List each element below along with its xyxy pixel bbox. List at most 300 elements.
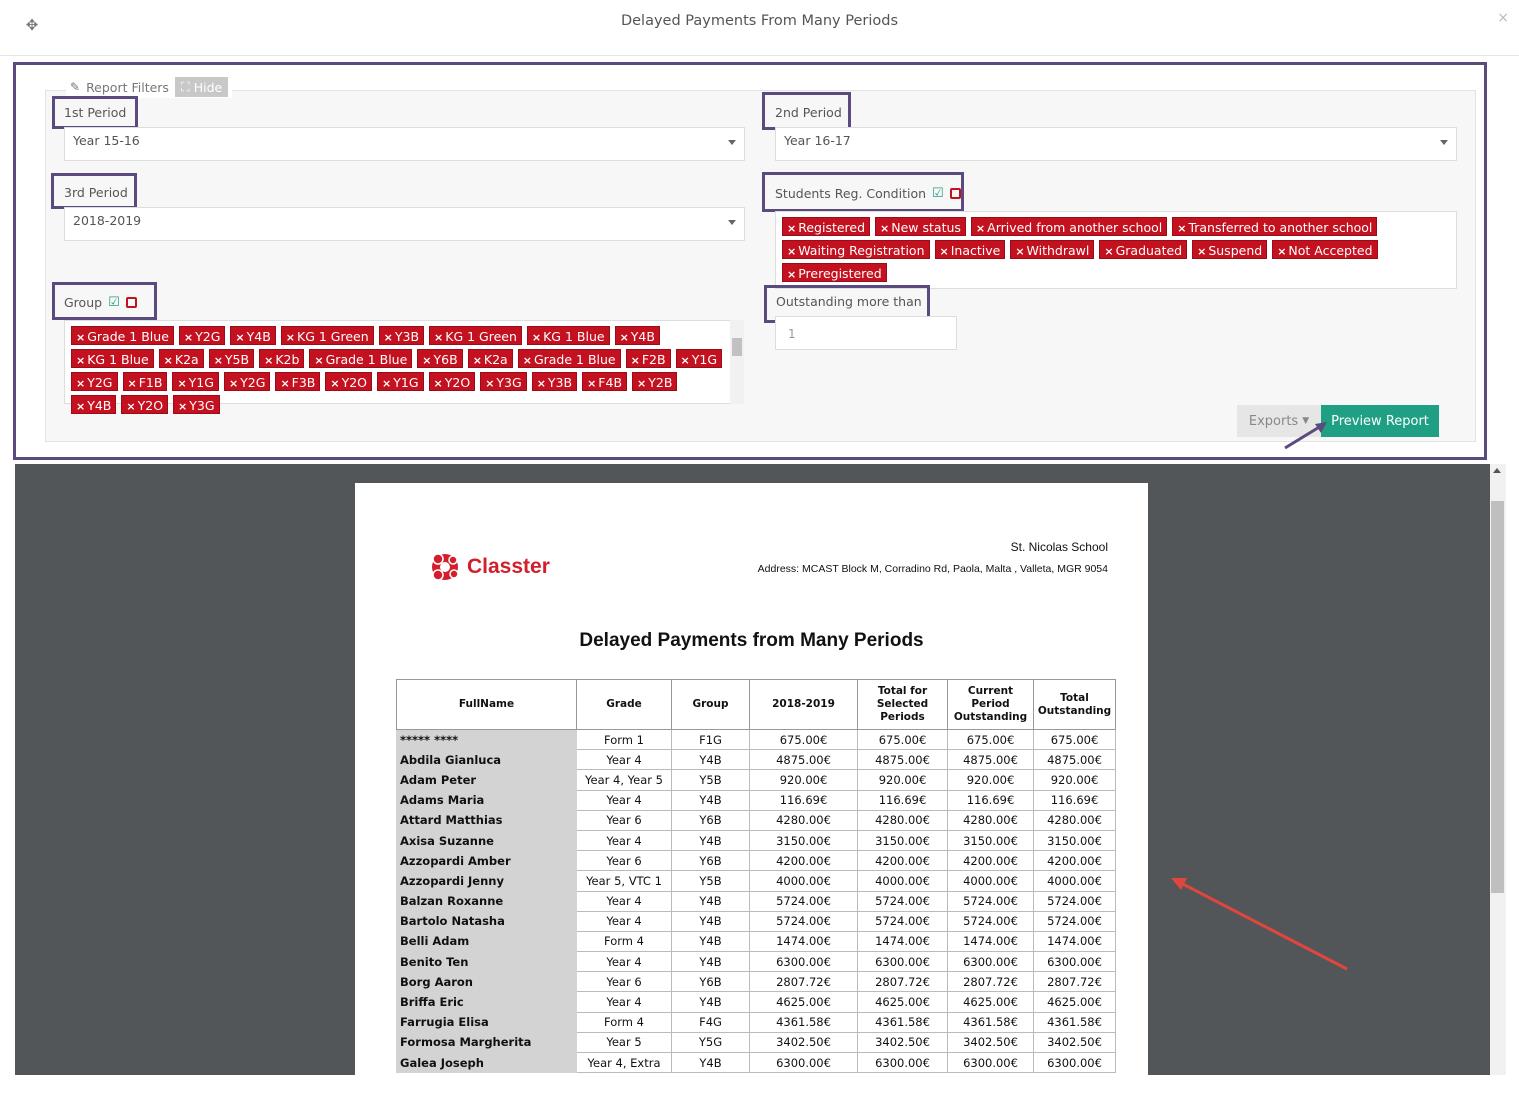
expand-icon: ⛶ [180, 79, 190, 94]
annotation-arrow-red-icon [1163, 872, 1353, 974]
table-cell: Year 4 [577, 750, 672, 770]
table-row [397, 1032, 1116, 1052]
filter-tag[interactable] [1010, 240, 1094, 259]
tag-label: Y2O [444, 375, 471, 390]
filter-tag[interactable] [1099, 240, 1187, 259]
remove-tag-icon[interactable]: × [127, 377, 137, 390]
table-cell: 4361.58€ [750, 1012, 858, 1032]
table-row [397, 830, 1116, 850]
remove-tag-icon[interactable]: × [280, 377, 290, 390]
third-period-select[interactable] [64, 207, 745, 241]
table-cell: 5724.00€ [948, 891, 1034, 911]
table-cell: Y4B [672, 952, 750, 972]
logo-text: Classter [467, 555, 550, 578]
tag-label: Grade 1 Blue [87, 329, 169, 344]
scroll-up-icon[interactable] [1493, 468, 1501, 473]
tag-label: Y2O [341, 375, 368, 390]
filter-tag[interactable] [121, 395, 168, 414]
tag-label: Inactive [950, 243, 1001, 258]
remove-tag-icon[interactable]: × [330, 377, 340, 390]
table-cell: Adam Peter [397, 770, 577, 790]
table-cell: Y4B [672, 750, 750, 770]
table-cell: 1474.00€ [1034, 931, 1116, 951]
group-scrollbar-thumb[interactable] [732, 338, 742, 356]
filter-tag[interactable] [71, 326, 174, 345]
dialog-title: Delayed Payments From Many Periods [620, 13, 899, 29]
table-cell: 4875.00€ [858, 750, 948, 770]
filter-tag[interactable] [281, 326, 374, 345]
tag-label: Y3B [394, 329, 420, 344]
column-header: Grade [577, 680, 672, 730]
table-cell: 6300.00€ [948, 1053, 1034, 1073]
filter-tag[interactable] [71, 372, 118, 391]
table-cell: 4200.00€ [948, 851, 1034, 871]
third-period-label: 3rd Period [64, 185, 128, 200]
first-period-value: Year 15-16 [73, 133, 140, 148]
students-reg-condition-tags[interactable] [775, 211, 1457, 289]
remove-tag-icon[interactable]: × [787, 268, 797, 281]
remove-tag-icon[interactable]: × [433, 377, 443, 390]
chevron-down-icon [1440, 140, 1448, 145]
table-cell: Adams Maria [397, 790, 577, 810]
table-cell: 5724.00€ [858, 891, 948, 911]
tag-label: KG 1 Blue [87, 352, 149, 367]
table-cell: 675.00€ [948, 730, 1034, 750]
filter-tag[interactable] [379, 326, 424, 345]
table-cell: 1474.00€ [948, 931, 1034, 951]
table-cell: Formosa Margherita [397, 1032, 577, 1052]
table-cell: 4625.00€ [858, 992, 948, 1012]
table-cell: 675.00€ [858, 730, 948, 750]
table-cell: 4875.00€ [1034, 750, 1116, 770]
table-cell: 4280.00€ [948, 810, 1034, 830]
table-cell: 2807.72€ [858, 972, 948, 992]
table-row [397, 931, 1116, 951]
tag-label: K2b [275, 352, 300, 367]
filter-tag[interactable] [1172, 217, 1377, 236]
filter-tag[interactable] [173, 395, 220, 414]
table-row [397, 750, 1116, 770]
remove-tag-icon[interactable]: × [787, 222, 797, 235]
table-cell: 920.00€ [1034, 770, 1116, 790]
filter-tag[interactable] [172, 372, 219, 391]
table-cell: Axisa Suzanne [397, 830, 577, 850]
remove-tag-icon[interactable]: × [531, 331, 542, 344]
report-filters-label: Report Filters [86, 79, 169, 95]
remove-tag-icon[interactable]: × [787, 245, 797, 258]
table-cell: Year 4 [577, 891, 672, 911]
outstanding-label: Outstanding more than [776, 294, 922, 309]
filter-tag[interactable] [71, 349, 154, 368]
table-cell: 2807.72€ [750, 972, 858, 992]
remove-tag-icon[interactable]: × [76, 400, 86, 413]
filter-tag[interactable] [325, 372, 372, 391]
tag-label: Y2B [648, 375, 673, 390]
viewer-scrollbar-thumb[interactable] [1491, 501, 1504, 893]
filter-tag[interactable] [1272, 240, 1377, 259]
filter-tag[interactable] [259, 349, 304, 368]
column-header: 2018-2019 [750, 680, 858, 730]
table-cell: 4875.00€ [948, 750, 1034, 770]
table-cell: Year 6 [577, 972, 672, 992]
close-icon[interactable]: × [1497, 10, 1509, 26]
table-cell: 3150.00€ [858, 830, 948, 850]
remove-tag-icon[interactable]: × [183, 331, 194, 344]
table-cell: Azzopardi Jenny [397, 871, 577, 891]
table-cell: Abdila Gianluca [397, 750, 577, 770]
table-cell: 5724.00€ [858, 911, 948, 931]
filter-tag[interactable] [309, 349, 412, 368]
table-cell: 4000.00€ [858, 871, 948, 891]
report-viewer[interactable] [15, 464, 1490, 1075]
third-period-value: 2018-2019 [73, 213, 142, 228]
table-cell: 116.69€ [1034, 790, 1116, 810]
remove-tag-icon[interactable]: × [434, 331, 444, 344]
select-all-icon[interactable]: ☑ [932, 186, 944, 201]
remove-tag-icon[interactable]: × [1277, 245, 1287, 258]
school-address: Address: MCAST Block M, Corradino Rd, Paola, Malta , Valleta, MGR 9054 [757, 563, 1108, 575]
table-cell: 6300.00€ [858, 952, 948, 972]
filter-tag[interactable] [417, 349, 462, 368]
tag-label: F4B [598, 375, 623, 390]
table-cell: 116.69€ [750, 790, 858, 810]
table-cell: 4625.00€ [948, 992, 1034, 1012]
table-cell: 1474.00€ [750, 931, 858, 951]
tag-label: Y1G [393, 375, 419, 390]
filter-tag[interactable] [480, 372, 527, 391]
table-cell: Year 4 [577, 952, 672, 972]
table-cell: 3150.00€ [750, 830, 858, 850]
table-cell: Galea Joseph [397, 1053, 577, 1073]
table-cell: 4000.00€ [750, 871, 858, 891]
outstanding-input[interactable]: 1 [775, 316, 957, 350]
school-name: St. Nicolas School [1010, 540, 1108, 554]
table-row [397, 851, 1116, 871]
remove-tag-icon[interactable]: × [422, 354, 432, 367]
report-table-header [397, 680, 1116, 730]
tag-label: KG 1 Green [297, 329, 369, 344]
tag-label: Suspend [1208, 243, 1263, 258]
chevron-down-icon [728, 140, 736, 145]
remove-tag-icon[interactable]: × [485, 377, 495, 390]
table-cell: 675.00€ [750, 730, 858, 750]
remove-tag-icon[interactable]: × [228, 377, 239, 390]
remove-tag-icon[interactable]: × [382, 377, 392, 390]
tag-label: Y1G [691, 352, 718, 367]
filter-tag[interactable] [1192, 240, 1267, 259]
table-row [397, 972, 1116, 992]
table-cell: 3150.00€ [948, 830, 1034, 850]
filter-tag[interactable] [224, 372, 271, 391]
tag-label: Y3G [496, 375, 522, 390]
table-cell: 116.69€ [948, 790, 1034, 810]
table-cell: 6300.00€ [1034, 1053, 1116, 1073]
table-cell: 5724.00€ [750, 911, 858, 931]
table-cell: F1G [672, 730, 750, 750]
table-cell: 4361.58€ [1034, 1012, 1116, 1032]
select-all-icon[interactable]: ☑ [108, 295, 120, 310]
tag-label: Y4B [87, 398, 112, 413]
table-row [397, 871, 1116, 891]
group-scrollbar[interactable] [730, 320, 744, 404]
table-cell: 6300.00€ [858, 1053, 948, 1073]
table-cell: Y5G [672, 1032, 750, 1052]
remove-tag-icon[interactable]: × [314, 354, 324, 367]
tag-label: Preregistered [798, 266, 882, 281]
viewer-scrollbar[interactable] [1490, 464, 1506, 1075]
filter-tag[interactable] [377, 372, 424, 391]
tag-label: K2a [174, 352, 199, 367]
remove-tag-icon[interactable]: × [472, 354, 482, 367]
table-cell: Balzan Roxanne [397, 891, 577, 911]
table-cell: Y6B [672, 972, 750, 992]
table-cell: 920.00€ [858, 770, 948, 790]
table-cell: 4875.00€ [750, 750, 858, 770]
table-cell: F4G [672, 1012, 750, 1032]
table-cell: 6300.00€ [948, 952, 1034, 972]
table-cell: 5724.00€ [750, 891, 858, 911]
table-cell: 5724.00€ [1034, 891, 1116, 911]
table-cell: 5724.00€ [948, 911, 1034, 931]
table-cell: 3402.50€ [750, 1032, 858, 1052]
tag-label: Y6B [433, 352, 458, 367]
table-cell: Y5B [672, 770, 750, 790]
filter-tag[interactable] [71, 395, 116, 414]
table-row [397, 730, 1116, 750]
move-icon[interactable]: ✥ [25, 16, 39, 34]
table-cell: 4361.58€ [948, 1012, 1034, 1032]
filter-tag[interactable] [123, 372, 168, 391]
filter-tag[interactable] [527, 326, 610, 345]
filter-tag[interactable] [429, 326, 522, 345]
tag-label: Y2G [240, 375, 266, 390]
report-title: Delayed Payments from Many Periods [579, 630, 924, 651]
table-cell: Year 6 [577, 851, 672, 871]
caret-down-icon: ▼ [1302, 416, 1310, 426]
remove-tag-icon[interactable]: × [587, 377, 597, 390]
first-period-select[interactable] [64, 127, 745, 161]
tag-label: Y4B [630, 329, 655, 344]
tag-label: Y4B [246, 329, 271, 344]
second-period-select[interactable] [775, 127, 1457, 161]
table-cell: 675.00€ [1034, 730, 1116, 750]
filter-tag[interactable] [159, 349, 204, 368]
table-cell: 6300.00€ [1034, 952, 1116, 972]
preview-report-button[interactable]: Preview Report [1321, 405, 1439, 437]
tag-label: Y2O [137, 398, 164, 413]
remove-tag-icon[interactable]: × [126, 400, 136, 413]
tag-label: Y3B [547, 375, 573, 390]
table-cell: Y4B [672, 931, 750, 951]
table-cell: ***** **** [397, 730, 577, 750]
table-cell: 4361.58€ [858, 1012, 948, 1032]
filter-tag[interactable] [626, 349, 671, 368]
remove-tag-icon[interactable]: × [76, 377, 86, 390]
table-cell: Y4B [672, 830, 750, 850]
tag-label: KG 1 Green [445, 329, 517, 344]
table-cell: 3402.50€ [1034, 1032, 1116, 1052]
hide-button[interactable] [175, 77, 228, 97]
tag-label: F1B [138, 375, 163, 390]
table-cell: Azzopardi Amber [397, 851, 577, 871]
remove-tag-icon[interactable]: × [637, 377, 647, 390]
filter-tag[interactable] [468, 349, 513, 368]
table-cell: Y4B [672, 911, 750, 931]
table-cell: Bartolo Natasha [397, 911, 577, 931]
table-cell: Benito Ten [397, 952, 577, 972]
table-cell: Form 4 [577, 1012, 672, 1032]
tag-label: Waiting Registration [798, 243, 925, 258]
table-cell: 4000.00€ [1034, 871, 1116, 891]
remove-tag-icon[interactable]: × [1177, 222, 1187, 235]
filter-tag[interactable] [782, 217, 870, 236]
filter-tag[interactable] [875, 217, 966, 236]
column-header: Total for Selected Periods [858, 680, 948, 730]
remove-tag-icon[interactable]: × [163, 354, 173, 367]
classter-logo [427, 549, 550, 585]
filter-tag[interactable] [518, 349, 621, 368]
column-header: FullName [397, 680, 577, 730]
table-cell: 2807.72€ [948, 972, 1034, 992]
remove-tag-icon[interactable]: × [1015, 245, 1025, 258]
remove-tag-icon[interactable]: × [536, 377, 546, 390]
table-cell: 3402.50€ [858, 1032, 948, 1052]
remove-tag-icon[interactable]: × [680, 354, 690, 367]
table-row [397, 992, 1116, 1012]
classter-logo-icon [427, 549, 463, 585]
table-row [397, 891, 1116, 911]
second-period-value: Year 16-17 [784, 133, 851, 148]
table-cell: Year 5 [577, 1032, 672, 1052]
group-header [64, 295, 137, 310]
table-cell: 4200.00€ [858, 851, 948, 871]
remove-tag-icon[interactable]: × [76, 354, 86, 367]
report-page [355, 483, 1148, 1103]
filter-tag[interactable] [429, 372, 476, 391]
table-cell: Briffa Eric [397, 992, 577, 1012]
table-cell: 4280.00€ [858, 810, 948, 830]
table-cell: 1474.00€ [858, 931, 948, 951]
tag-label: F3B [291, 375, 316, 390]
column-header: Group [672, 680, 750, 730]
filter-tag[interactable] [935, 240, 1006, 259]
remove-tag-icon[interactable]: × [213, 354, 223, 367]
table-row [397, 1053, 1116, 1073]
remove-tag-icon[interactable]: × [630, 354, 640, 367]
remove-tag-icon[interactable]: × [880, 222, 890, 235]
first-period-label: 1st Period [64, 105, 127, 120]
table-cell: Year 4 [577, 790, 672, 810]
filter-tag[interactable] [230, 326, 275, 345]
table-cell: Y5B [672, 871, 750, 891]
filter-tag[interactable] [971, 217, 1167, 236]
table-cell: 4280.00€ [750, 810, 858, 830]
tag-label: Transferred to another school [1188, 220, 1373, 235]
table-cell: Farrugia Elisa [397, 1012, 577, 1032]
tag-label: Y2G [87, 375, 113, 390]
table-cell: Year 4, Year 5 [577, 770, 672, 790]
table-cell: 2807.72€ [1034, 972, 1116, 992]
remove-tag-icon[interactable]: × [177, 377, 187, 390]
remove-tag-icon[interactable]: × [619, 331, 629, 344]
filter-tag[interactable] [782, 263, 887, 282]
filter-tag[interactable] [782, 240, 930, 259]
deselect-all-icon[interactable] [950, 188, 961, 199]
remove-tag-icon[interactable]: × [1104, 245, 1114, 258]
table-cell: Y4B [672, 992, 750, 1012]
hide-label: Hide [193, 79, 223, 95]
filter-tag[interactable] [582, 372, 627, 391]
table-cell: Y4B [672, 1053, 750, 1073]
table-cell: 5724.00€ [1034, 911, 1116, 931]
table-cell: Borg Aaron [397, 972, 577, 992]
table-cell: Y6B [672, 810, 750, 830]
table-cell: 116.69€ [858, 790, 948, 810]
table-cell: Y4B [672, 790, 750, 810]
tag-label: Grade 1 Blue [533, 352, 616, 367]
table-row [397, 790, 1116, 810]
filter-tag[interactable] [532, 372, 577, 391]
exports-label: Exports [1248, 413, 1299, 429]
remove-tag-icon[interactable]: × [264, 354, 274, 367]
table-cell: 4625.00€ [750, 992, 858, 1012]
second-period-label: 2nd Period [775, 105, 842, 120]
tag-label: Y5B [224, 352, 250, 367]
table-cell: 6300.00€ [750, 1053, 858, 1073]
table-cell: Year 4 [577, 992, 672, 1012]
table-cell: 4000.00€ [948, 871, 1034, 891]
table-cell: Y4B [672, 891, 750, 911]
tag-label: Y1G [188, 375, 214, 390]
deselect-all-icon[interactable] [126, 297, 137, 308]
table-cell: Y6B [672, 851, 750, 871]
table-cell: 6300.00€ [750, 952, 858, 972]
remove-tag-icon[interactable]: × [235, 331, 245, 344]
remove-tag-icon[interactable]: × [522, 354, 532, 367]
remove-tag-icon[interactable]: × [939, 245, 949, 258]
dialog-titlebar [0, 0, 1519, 56]
table-cell: Belli Adam [397, 931, 577, 951]
remove-tag-icon[interactable]: × [1197, 245, 1207, 258]
filter-tag[interactable] [209, 349, 254, 368]
table-cell: Year 4, Extra [577, 1053, 672, 1073]
table-cell: 4625.00€ [1034, 992, 1116, 1012]
remove-tag-icon[interactable]: × [975, 222, 986, 235]
table-row [397, 770, 1116, 790]
remove-tag-icon[interactable]: × [383, 331, 393, 344]
filter-tag[interactable] [275, 372, 320, 391]
tag-label: Y3G [189, 398, 215, 413]
filter-tag[interactable] [632, 372, 677, 391]
tag-label: Not Accepted [1288, 243, 1373, 258]
students-reg-condition-label: Students Reg. Condition [775, 186, 927, 201]
table-cell: Year 6 [577, 810, 672, 830]
remove-tag-icon[interactable]: × [178, 400, 188, 413]
group-tags[interactable] [64, 320, 731, 413]
remove-tag-icon[interactable]: × [285, 331, 295, 344]
filter-tag[interactable] [676, 349, 723, 368]
filter-tag[interactable] [615, 326, 660, 345]
column-header: Current Period Outstanding [948, 680, 1034, 730]
group-label: Group [64, 295, 103, 310]
report-table [396, 679, 1116, 1073]
table-cell: Form 4 [577, 931, 672, 951]
table-cell: 920.00€ [948, 770, 1034, 790]
students-reg-condition-header [775, 186, 961, 201]
tag-label: F2B [641, 352, 666, 367]
remove-tag-icon[interactable]: × [76, 331, 86, 344]
filter-tag[interactable] [179, 326, 226, 345]
